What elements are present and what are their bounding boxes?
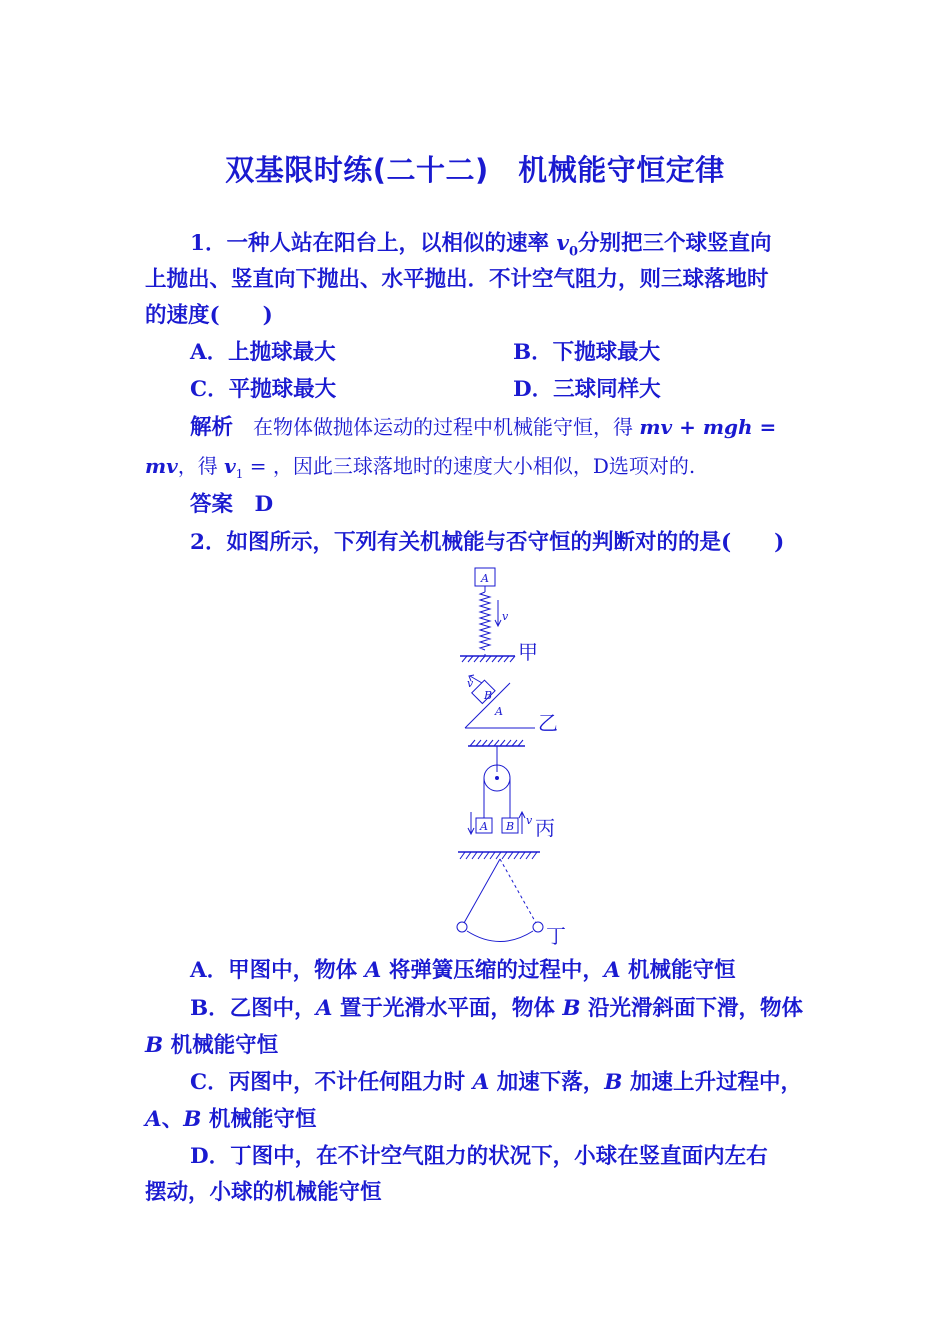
q2-figure: [440, 560, 580, 955]
figure-ding: [457, 852, 543, 942]
pendulum-string: [464, 859, 500, 923]
label-b: B: [506, 820, 515, 833]
q1-v0-sub: 0: [568, 244, 578, 260]
explain-formula: v: [224, 454, 236, 478]
explain-sub: 1: [235, 467, 244, 481]
q1-explain-line2: [145, 452, 810, 488]
answer-value: D: [233, 492, 274, 517]
q2-option-c-line1: C．丙图中，不计任何阻力时 A 加速下落，B 加速上升过程中，: [190, 1070, 802, 1095]
q1-answer: [190, 491, 855, 519]
q1-line2: 上抛出、竖直向下抛出、水平抛出．不计空气阻力，则三球落地时: [145, 267, 769, 292]
q1-option-c: C．平抛球最大: [190, 377, 337, 402]
explain-formula: mgh: [702, 415, 753, 439]
label-b: B: [484, 689, 493, 702]
figure-yi: [465, 675, 535, 728]
label-v: v: [526, 814, 533, 827]
q1-explain-line1: [190, 413, 855, 442]
q1-line3: 的速度( ): [145, 303, 273, 328]
label-ding: 丁: [546, 924, 566, 948]
label-v: v: [467, 677, 474, 690]
q2-option-a: A．甲图中，物体 A 将弹簧压缩的过程中，A 机械能守恒: [190, 958, 736, 983]
explain-formula: mv: [145, 454, 178, 478]
answer-label: 答案: [190, 492, 234, 517]
figure-bing: [468, 740, 525, 834]
label-v: v: [502, 610, 509, 623]
q1-text: 1．一种人站在阳台上，以相似的速率: [190, 231, 557, 256]
q2-option-b-line1: B．乙图中，A 置于光滑水平面，物体 B 沿光滑斜面下滑，物体: [190, 996, 804, 1021]
q1-v0: v: [556, 231, 569, 256]
explain-formula: mv: [639, 415, 673, 439]
pendulum-ball: [533, 922, 543, 932]
label-bing: 丙: [535, 816, 555, 840]
q1-line1: [190, 230, 855, 266]
q1-option-b: B．下抛球最大: [513, 340, 661, 365]
q2-option-b-line2: B 机械能守恒: [145, 1033, 279, 1058]
pendulum-ball: [457, 922, 467, 932]
label-yi: 乙: [538, 711, 558, 735]
q2-stem: 2．如图所示，下列有关机械能与否守恒的判断对的的是( ): [190, 530, 785, 555]
label-a: A: [495, 705, 503, 718]
explain-text: = ，因此三球落地时的速度大小相似，D选项对的.: [243, 454, 696, 478]
label-a: A: [480, 820, 488, 833]
label-a: A: [481, 572, 489, 585]
explain-formula: +: [672, 415, 703, 439]
q1-option-d: D．三球同样大: [513, 377, 661, 402]
q1-text: 分别把三个球竖直向: [578, 231, 772, 256]
explain-text: 在物体做抛体运动的过程中机械能守恒，得: [233, 415, 640, 439]
pendulum-arc: [467, 931, 533, 942]
label-jia: 甲: [518, 640, 538, 664]
spring: [480, 592, 490, 650]
q2-option-c-line2: A、B 机械能守恒: [145, 1107, 317, 1132]
q2-option-d-line2: 摆动，小球的机械能守恒: [145, 1180, 382, 1205]
pendulum-string-dashed: [500, 859, 536, 923]
explain-label: 解析: [190, 415, 234, 440]
page-title: 双基限时练(二十二) 机械能守恒定律: [225, 153, 725, 187]
q2-option-d-line1: D．丁图中，在不计空气阻力的状况下，小球在竖直面内左右: [190, 1144, 768, 1169]
q1-option-a: A．上抛球最大: [190, 340, 336, 365]
explain-formula: =: [752, 415, 777, 439]
explain-text: ，得: [177, 454, 225, 478]
